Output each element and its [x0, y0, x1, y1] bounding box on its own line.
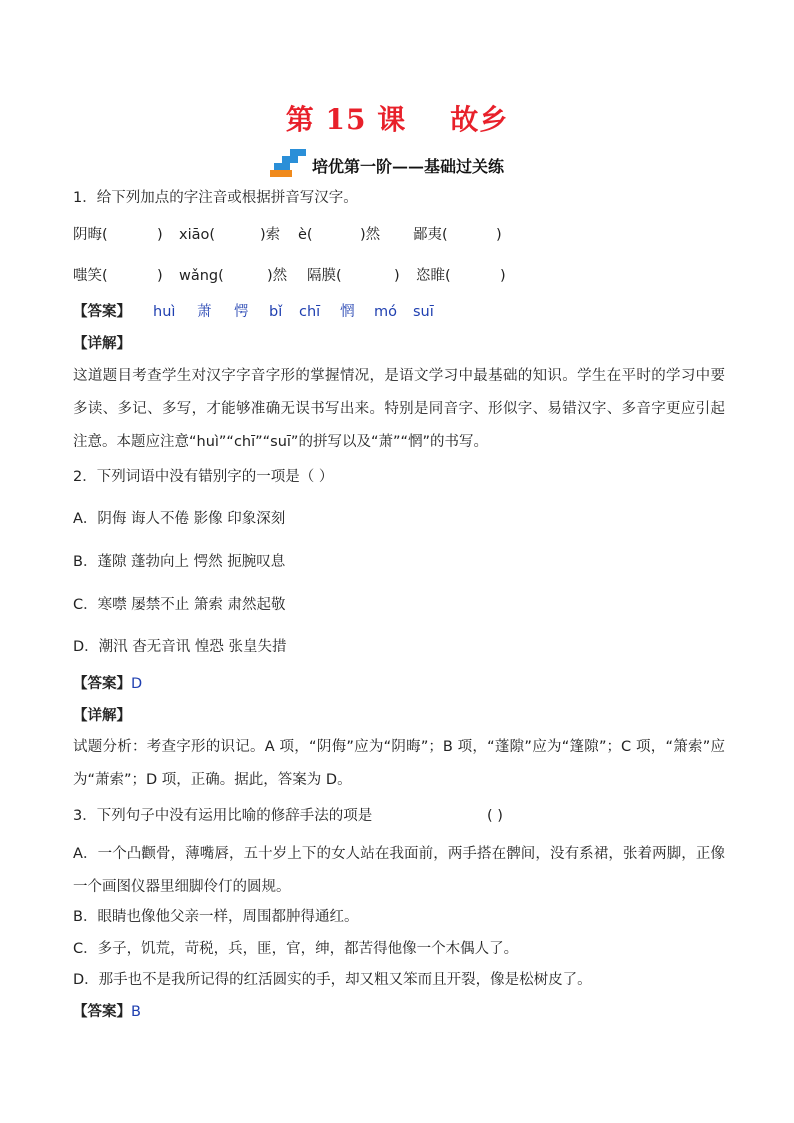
q3-option-c: C．多子，饥荒，苛税，兵，匪，官，绅，都苦得他像一个木偶人了。: [73, 941, 519, 957]
q1-stem: 1．给下列加点的字注音或根据拼音写汉字。: [73, 190, 358, 206]
q1-r2-g: 恣睢(: [416, 268, 451, 284]
q3-stem-text: 3．下列句子中没有运用比喻的修辞手法的项是: [73, 808, 373, 824]
q1-r1-c: xiāo(: [179, 227, 216, 243]
q3-option-a: A．一个凸颧骨，薄嘴唇，五十岁上下的女人站在我面前，两手搭在髀间，没有系裙，张着两脚，正像一个画图仪器里细脚伶仃的圆规。: [73, 846, 725, 895]
q2-option-b: B．蓬隙 蓬勃向上 愕然 扼腕叹息: [73, 554, 286, 570]
q2-detail-label: 【详解】: [73, 708, 131, 724]
q3-paren: ( ): [487, 808, 503, 824]
q1-r2-a: 嗤笑(: [73, 268, 108, 284]
q1-r1-h: ): [496, 227, 502, 243]
q1-r2-e: 隔膜(: [307, 268, 342, 284]
q1-ans-3: 愕: [234, 304, 249, 320]
lesson-number: 第 15 课: [285, 103, 407, 136]
q1-detail-label: 【详解】: [73, 336, 131, 352]
q1-r1-b: ): [157, 227, 163, 243]
q3-option-b: B．眼睛也像他父亲一样，周围都肿得通红。: [73, 909, 359, 925]
q3-option-d: D．那手也不是我所记得的红活圆实的手，却又粗又笨而且开裂，像是松树皮了。: [73, 972, 592, 988]
q1-ans-2: 萧: [197, 304, 212, 320]
q2-detail: 试题分析：考查字形的识记。A 项，“阴侮”应为“阴晦”；B 项，“蓬隙”应为“篷隙”；C 项，“箫索”应为“萧索”；D 项，正确。据此，答案为 D。: [73, 739, 725, 788]
q1-ans-7: mó: [374, 304, 397, 320]
q1-ans-1: huì: [153, 304, 176, 320]
q2-stem: 2．下列词语中没有错别字的一项是（ ）: [73, 469, 334, 485]
stairs-icon: [270, 149, 306, 177]
answer-label: 【答案】: [73, 304, 131, 320]
q1-r2-d: )然: [267, 268, 288, 284]
q1-r1-g: 鄙夷(: [413, 227, 448, 243]
q2-answer-value: D: [131, 676, 143, 692]
q3-answer: [73, 1002, 141, 1022]
q2-option-a: A．阴侮 诲人不倦 影像 印象深刻: [73, 511, 286, 527]
lesson-name: 故乡: [450, 103, 509, 136]
section-header: [270, 147, 504, 177]
q1-r1-a: 阴晦(: [73, 227, 108, 243]
q2-option-d: D．潮汛 杳无音讯 惶恐 张皇失措: [73, 639, 287, 655]
q3-stem: [73, 806, 503, 826]
answer-label: 【答案】: [73, 676, 131, 692]
q1-r1-e: è(: [298, 227, 313, 243]
q3-answer-value: B: [131, 1004, 141, 1020]
q1-r2-b: ): [157, 268, 163, 284]
q2-option-c: C．寒噤 屡禁不止 箫索 肃然起敬: [73, 597, 286, 613]
q1-ans-6: 惘: [340, 304, 355, 320]
q1-ans-4: bǐ: [269, 304, 283, 320]
q1-r1-f: )然: [360, 227, 381, 243]
q1-r2-h: ): [500, 268, 506, 284]
q1-r2-c: wǎng(: [179, 268, 224, 284]
q1-r1-d: )索: [260, 227, 281, 243]
q1-ans-5: chī: [299, 304, 321, 320]
q2-answer: [73, 674, 142, 694]
lesson-title: [0, 98, 794, 138]
q1-r2-f: ): [394, 268, 400, 284]
section-title: 培优第一阶——基础过关练: [312, 157, 505, 176]
answer-label: 【答案】: [73, 1004, 131, 1020]
q1-detail: 这道题目考查学生对汉字字音字形的掌握情况，是语文学习中最基础的知识。学生在平时的学习中要多读、多记、多写，才能够准确无误书写出来。特别是同音字、形似字、易错汉字、多音字更应引起注意。本题应注意“huì”“chī”“suī”的拼写以及“萧”“惘”的书写。: [73, 368, 725, 450]
q1-answer: [73, 302, 434, 322]
q1-ans-8: suī: [413, 304, 434, 320]
